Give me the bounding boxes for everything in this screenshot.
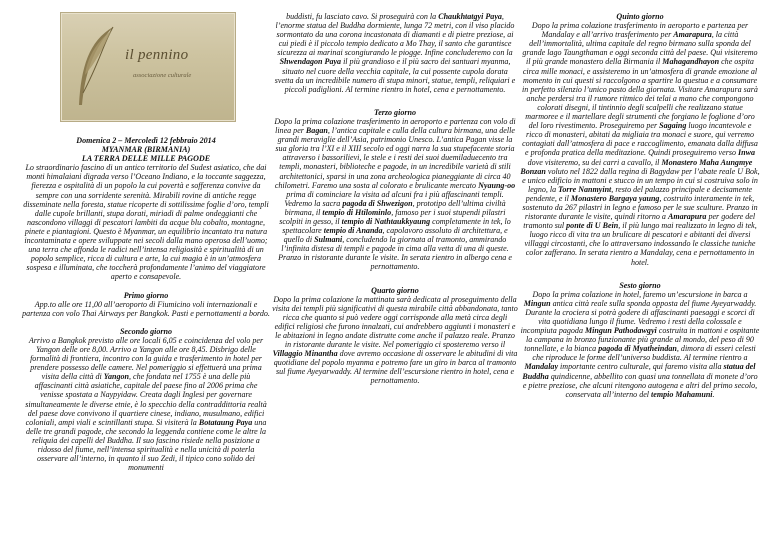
day-5-title: Quinto giorno [616, 12, 664, 21]
trip-country: MYANMAR (BIRMANIA) [101, 145, 191, 155]
column-1 [22, 0, 270, 481]
trip-title: LA TERRA DELLE MILLE PAGODE [81, 154, 211, 164]
logo-brand: il pennino [125, 47, 189, 63]
day-1-title: Primo giorno [123, 290, 169, 300]
day-3-title: Terzo giorno [374, 107, 416, 117]
column-2 [272, 0, 518, 395]
day-2-continued: buddisti, fu lasciato cavo. Si proseguirà con la Chaukhtatgyi Paya, l’enorme statua del Buddha dormiente, lunga 72 metri, con il viso placido sormontato da una corona incastonata di diamanti e di pietre preziose, ai cui piedi è il piccolo tempio dedicato a Mo Thay, il santo che garantisce sicurezza ai marinai scongiurando le piogge. Infine concluderemo con la Shwendagon Paya il più grandioso e il più sacro dei santuari myanma, situato nel cuore della vecchia capitale, la cui possente cupola dorata svetta da un incredibile numero di stupa minori, statue, templi, reliquiari e piccoli padiglioni. Al termine rientro in hotel, cena e pernottamento. [274, 12, 516, 94]
trip-intro: Lo straordinario fascino di un antico territorio del Sudest asiatico, che dai monti himalaiani digrada verso l’Oceano Indiano, e la toccante saggezza, fierezza e ospitalità di un popolo la cui povertà e sofferenza convive da sempre con una sorridente serenità. Mirabili rovine di antiche regge disseminate nella foresta, statue ricoperte di sottilissime foglie d’oro, templi dalle cupole brillanti, stupa dorati, miriadi di palme ondeggianti che nascondono villaggi di pescatori lambiti da acque blu cobalto, montagne, pinete e piantagioni. Questo è Myanmar, un equilibrio incantato tra natura incontaminata e opere sviluppate nei secoli dalla mano operosa dell’uomo; una terra che affonda le radici nell’intensa religiosità e spiritualità di un popolo semplice, ricca di cultura e arte, la cui magia è in un’atmosfera sospesa e illuminata, che toccherà profondamente l’animo del viaggiatore aperto e consapevole. [23, 163, 269, 282]
day-2-text: Arrivo a Bangkok previsto alle ore locali 6,05 e coincidenza del volo per Yangon delle ore 8,00. Arrivo a Yangon alle ore 8,45. Disbrigo delle formalità di frontiera, incontro con la guida e trasferimento in hotel per prendere possesso delle camere. Nel pomeriggio si effettuerà una prima visita della città di Yangon, che fondata nel 1755 è una delle più affascinanti città asiatiche, capitale del paese fino al 2006 prima che venisse spostata a Naypyidaw. Creata dagli Inglesi per governare simultaneamente le diverse etnie, è lo specchio della contraddittoria realtà del paese dove convivono il quartiere cinese, indiano, musulmano, edifici coloniali, ampi viali e scintillanti stupa. Si visiterà la Botataung Paya una delle tre grandi pagode, che secondo la leggenda contiene come le altre la reliquia dei capelli del Buddha. Il suo fascino risiede nella posizione a ridosso del fiume, nell’intensa spiritualità e nella unicità di poterla osservare all’interno, in quanto il suo Zedi, il tipico cono solido dei monumenti [25, 335, 267, 473]
day-4-text: Dopo la prima colazione la mattinata sarà dedicata al proseguimento della visita dei templi più significativi di questa mirabile città abbandonata, tanto ricca che quanto si può vedere oggi corrisponde alla metà circa degli edifici religiosi che furono innalzati, cui andrebbero aggiunti i monasteri e le abitazioni in legno andate distrutte come anche il palazzo reale. Pranzo in ristorante durante le visite. Nel pomeriggio ci sposteremo verso il Villaggio Minantha dove avremo occasione di osservare le abitudini di vita quotidiane del popolo myanma e potremo fare un giro in barca al tramonto sul fiume Ayeyarwaddy. Al termine dell’escursione rientro in hotel, cena e pernottamento. [272, 294, 518, 386]
trip-date: Domenica 2 – Mercoledì 12 febbraio 2014 [76, 136, 216, 145]
feather-quill-icon [69, 23, 121, 111]
logo-subtitle: associazione culturale [133, 72, 192, 79]
day-2-title: Secondo giorno [119, 326, 173, 336]
day-5-text: Dopo la prima colazione trasferimento in aeroporto e partenza per Mandalay e all’arrivo trasferimento per Amarapura, la città dell’immortalità, ultima capitale del regno birmano sulla sponda del grande lago Taungthaman e oggi seconda città del paese. Qui visiteremo il più grande monastero della Birmania il Mahagandhayon che ospita circa mille monaci, e assisteremo in un’atmosfera di grande emozione al momento in cui questi si raccolgono a spartire la questua e a consumare in perfetto silenzio l’unico pasto della giornata. Visitare Amarapura sarà anche perdersi tra il rumore ritmico dei telai a mano che compongono colorati disegni, il tintinnio degli scalpelli che realizzano statue marmoree e il martellare degli strumenti che forgiano le foglione d’oro del loro rivestimento. Proseguiremo per Sagaing luogo incantevole e ricco di monasteri, abitati da migliaia tra monaci e suore, qui verremo contagiati dall’atmosfera di pace e raccoglimento, emanata dalla diffusa e profonda pratica della meditazione. Quindi proseguiremo verso Inwa dove visiteremo, su dei carri a cavallo, il Monastero Maha Aungmye Bonzan voluto nel 1822 dalla regina di Bagydaw per l’abate reale U Bok, e unico edificio in mattoni e stucco in un tempo in cui si costruiva solo in legno, la Torre Nanmyint, resto del palazzo principale e decisamente pendente, e il Monastero Bargaya yaung, costruito interamente in tek, sostenuto da 267 pilastri in legno e famoso per le sue sculture. Pranzo in ristorante durante le visite, quindi ritorno a Amarapura per godere del tramonto sul ponte di U Bein, il più lungo mai realizzato in legno di tek, luogo ricco di vita tra un brulicare di pescatori e abitanti dei diversi villaggi circostanti, che lo attraversano indossando le classiche tuniche color zafferano. In serata rientro a Mandalay, cena e pernottamento in hotel. [520, 21, 760, 267]
day-6-title: Sesto giorno [619, 280, 661, 290]
day-3-text: Dopo la prima colazione trasferimento in aeroporto e partenza con volo di linea per Bagan, l’antica capitale e culla della cultura birmana, una delle grandi meraviglie dell’Asia, patrimonio Unesco. L’antica Pagan visse la sua gloria tra l’XI e il XIII secolo ed oggi narra la sua stupefacente storia attraverso i bassorilievi, le stele e i resti dei suoi duemiladuecento tra templi, monasteri, biblioteche e pagode, in un incredibile varietà di stili architettonici, sparsi in una zona archeologica pianeggiante di circa 40 chilometri. Faremo una sosta al colorato e brulicante mercato Nyaung-oo prima di cominciare la visita ad alcuni fra i più affascinanti templi. Vedremo la sacra pagoda di Shwezigon, prototipo dell’ultima civiltà birmana, il tempio di Htilominlo, famoso per i suoi stupendi pilastri scolpiti in gesso, il tempio di Nathtaukkyaung completamente in tek, lo spettacolare tempio di Ananda, capolavoro assoluto di architettura, e quello di Sulmani, concludendo la giornata al tramonto, ammirando l’infinita distesa di templi e pagode in cima alla vetta di una di queste. Pranzo in ristorante durante le visite. In serata rientro in albergo cena e pernottamento. [274, 116, 516, 272]
day-6-text: Dopo la prima colazione in hotel, faremo un’escursione in barca a Mingun antica città reale sulla sponda opposta del fiume Ayeyarwaddy. Durante la crociera si potrà godere di affascinanti paesaggi e scorci di vita quotidiana lungo il fiume. Vedremo i resti della colossale e incompiuta pagoda Mingun Pathodawgyi costruita in mattoni e ospitante la campana in bronzo funzionante più grande al mondo, del peso di 90 tonnellate, e la bianca pagoda di Myatheindan, dimora di esseri celesti che riproduce le forme dell’universo buddista. Al termine rientro a Mandalay importante centro culturale, qui faremo visita alla statua del Buddha quindicenne, abbellito con quasi una tonnellata di monete d’oro e pietre preziose, che alcuni ritengono autogena e altri del primo secolo, conservata all’interno del tempio Mahamuni. [520, 289, 760, 399]
day-1-text: App.to alle ore 11,00 all’aeroporto di Fiumicino voli internazionali e partenza con volo Thai Airways per Bangkok. Pasti e pernottamenti a bordo. [22, 299, 270, 318]
column-3 [520, 0, 760, 408]
day-4-title: Quarto giorno [371, 285, 419, 295]
logo [60, 12, 236, 122]
